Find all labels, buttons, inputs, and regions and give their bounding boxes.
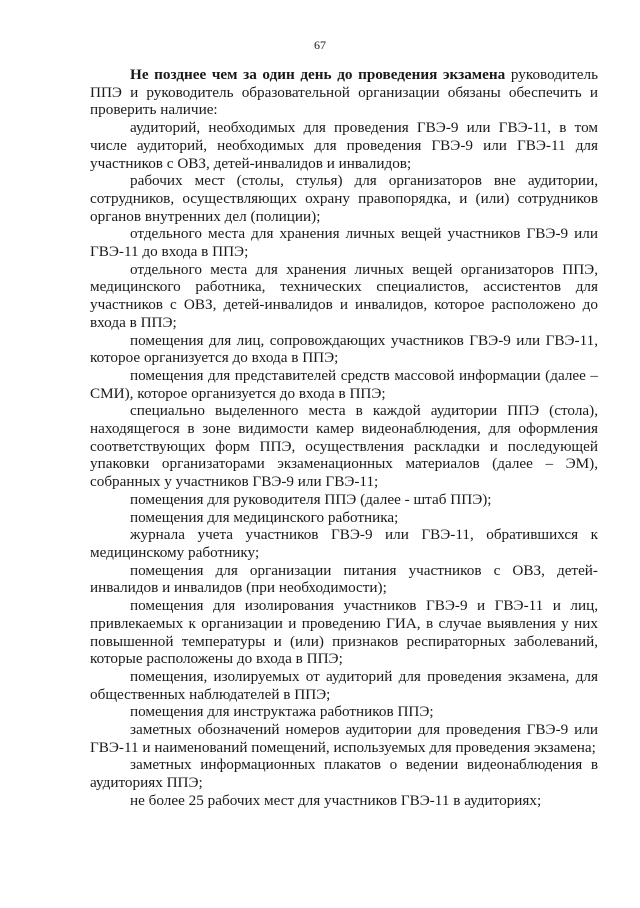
list-item: помещения, изолируемых от аудиторий для проведения экзамена, для общественных наблюдателей в ППЭ; bbox=[90, 667, 598, 703]
intro-bold-lead: Не позднее чем за один день до проведения экзамена bbox=[130, 66, 506, 83]
list-item: отдельного места для хранения личных вещей организаторов ППЭ, медицинского работника, технических специалистов, ассистентов для участников с ОВЗ, детей-инвалидов и инвалидов, которое расположено до входа в ППЭ; bbox=[90, 260, 598, 331]
list-item: помещения для медицинского работника; bbox=[130, 508, 399, 526]
document-body bbox=[90, 66, 598, 810]
list-item: помещения для руководителя ППЭ (далее - штаб ППЭ); bbox=[130, 490, 492, 508]
list-item: отдельного места для хранения личных вещей участников ГВЭ-9 или ГВЭ-11 до входа в ППЭ; bbox=[90, 225, 598, 261]
list-item: помещения для лиц, сопровождающих участников ГВЭ-9 или ГВЭ-11, которое организуется до входа в ППЭ; bbox=[90, 331, 598, 367]
list-item: аудиторий, необходимых для проведения ГВЭ-9 или ГВЭ-11, в том числе аудиторий, необходимых для проведения ГВЭ-9 или ГВЭ-11 для участников с ОВЗ, детей-инвалидов и инвалидов; bbox=[90, 119, 598, 172]
intro-text: руководитель ППЭ и руководитель образовательной организации обязаны обеспечить и проверить наличие: bbox=[90, 66, 598, 119]
list-item: помещения для изолирования участников ГВЭ-9 и ГВЭ-11 и лиц, привлекаемых к организации и проведению ГИА, в случае выявления у них повышенной температуры и (или) признаков респираторных заболеваний, которые расположены до входа в ППЭ; bbox=[90, 597, 598, 668]
list-item: помещения для инструктажа работников ППЭ; bbox=[130, 703, 434, 721]
list-item: заметных информационных плакатов о ведении видеонаблюдения в аудиториях ППЭ; bbox=[90, 756, 598, 792]
list-item: специально выделенного места в каждой аудитории ППЭ (стола), находящегося в зоне видимости камер видеонаблюдения, для оформления соответствующих форм ППЭ, осуществления раскладки и последующей упаковки организаторами экзаменационных материалов (далее – ЭМ), собранных у участников ГВЭ-9 или ГВЭ-11; bbox=[90, 402, 598, 491]
list-item: помещения для представителей средств массовой информации (далее – СМИ), которое организуется до входа в ППЭ; bbox=[90, 366, 598, 402]
intro-paragraph bbox=[90, 66, 598, 119]
page-number: 67 bbox=[314, 38, 326, 52]
list-item: рабочих мест (столы, стулья) для организаторов вне аудитории, сотрудников, осуществляющих охрану правопорядка, и (или) сотрудников органов внутренних дел (полиции); bbox=[90, 172, 598, 225]
list-item: помещения для организации питания участников с ОВЗ, детей-инвалидов и инвалидов (при необходимости); bbox=[90, 561, 598, 597]
list-item: заметных обозначений номеров аудитории для проведения ГВЭ-9 или ГВЭ-11 и наименований помещений, используемых для проведения экзамена; bbox=[90, 721, 598, 756]
list-item: не более 25 рабочих мест для участников ГВЭ-11 в аудиториях; bbox=[130, 791, 542, 809]
list-item: журнала учета участников ГВЭ-9 или ГВЭ-11, обратившихся к медицинскому работнику; bbox=[90, 526, 598, 561]
